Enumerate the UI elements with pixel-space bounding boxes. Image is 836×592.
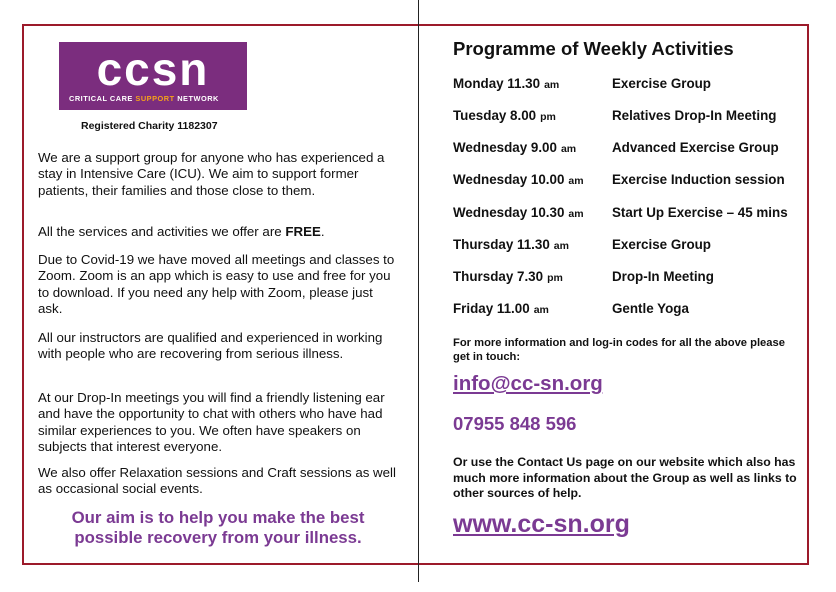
instructors-paragraph: All our instructors are qualified and experienced in working with people who are recovering from serious illness. bbox=[38, 330, 383, 362]
aim-statement: Our aim is to help you make the best possible recovery from your illness. bbox=[71, 508, 365, 547]
programme-title: Programme of Weekly Activities bbox=[453, 38, 734, 59]
relaxation-paragraph: We also offer Relaxation sessions and Craft sessions as well as occasional social events. bbox=[38, 465, 396, 497]
schedule-activity: Advanced Exercise Group bbox=[612, 140, 779, 155]
schedule-activity: Drop-In Meeting bbox=[612, 269, 714, 284]
schedule-activity: Relatives Drop-In Meeting bbox=[612, 108, 777, 123]
phone-number: 07955 848 596 bbox=[453, 413, 577, 434]
schedule-activity: Exercise Group bbox=[612, 76, 711, 91]
intro-paragraph: We are a support group for anyone who has experienced a stay in Intensive Care (ICU). We aim to support former patients, their families and those close to them. bbox=[38, 150, 385, 198]
covid-paragraph: Due to Covid-19 we have moved all meetings and classes to Zoom. Zoom is an app which is easy to use and free for you to download. If you need any help with Zoom, please just ask. bbox=[38, 252, 395, 317]
logo-tagline: CRITICAL CARE SUPPORT NETWORK bbox=[69, 94, 219, 103]
schedule-activity: Gentle Yoga bbox=[612, 301, 689, 316]
schedule-day: Thursday 7.30 pm bbox=[453, 269, 563, 284]
logo-wordmark: ccsn bbox=[96, 43, 210, 95]
contact-text: Or use the Contact Us page on our website which also has much more information about the Group as well as links to other sources of help. bbox=[453, 455, 797, 500]
ccsn-logo bbox=[59, 42, 247, 110]
schedule-day: Tuesday 8.00 pm bbox=[453, 108, 556, 123]
schedule-activity: Exercise Group bbox=[612, 237, 711, 252]
schedule-day: Friday 11.00 am bbox=[453, 301, 549, 316]
drop-in-paragraph: At our Drop-In meetings you will find a friendly listening ear and have the opportunity to chat with others who have had similar experiences to you. We often have speakers on subjects that interest everyone. bbox=[38, 390, 385, 455]
schedule-day: Monday 11.30 am bbox=[453, 76, 560, 91]
schedule-day: Wednesday 9.00 am bbox=[453, 140, 577, 155]
schedule-activity: Start Up Exercise – 45 mins bbox=[612, 205, 788, 220]
info-text: For more information and log-in codes for all the above please get in touch: bbox=[453, 337, 785, 363]
schedule-day: Wednesday 10.00 am bbox=[453, 172, 584, 187]
website-link[interactable]: www.cc-sn.org bbox=[453, 510, 630, 538]
email-link[interactable]: info@cc-sn.org bbox=[453, 372, 603, 395]
fold-line bbox=[418, 0, 419, 582]
schedule-day: Wednesday 10.30 am bbox=[453, 205, 584, 220]
registered-charity: Registered Charity 1182307 bbox=[81, 120, 218, 132]
schedule-day: Thursday 11.30 am bbox=[453, 237, 569, 252]
free-paragraph: All the services and activities we offer are FREE. bbox=[38, 224, 325, 239]
schedule-activity: Exercise Induction session bbox=[612, 172, 785, 187]
